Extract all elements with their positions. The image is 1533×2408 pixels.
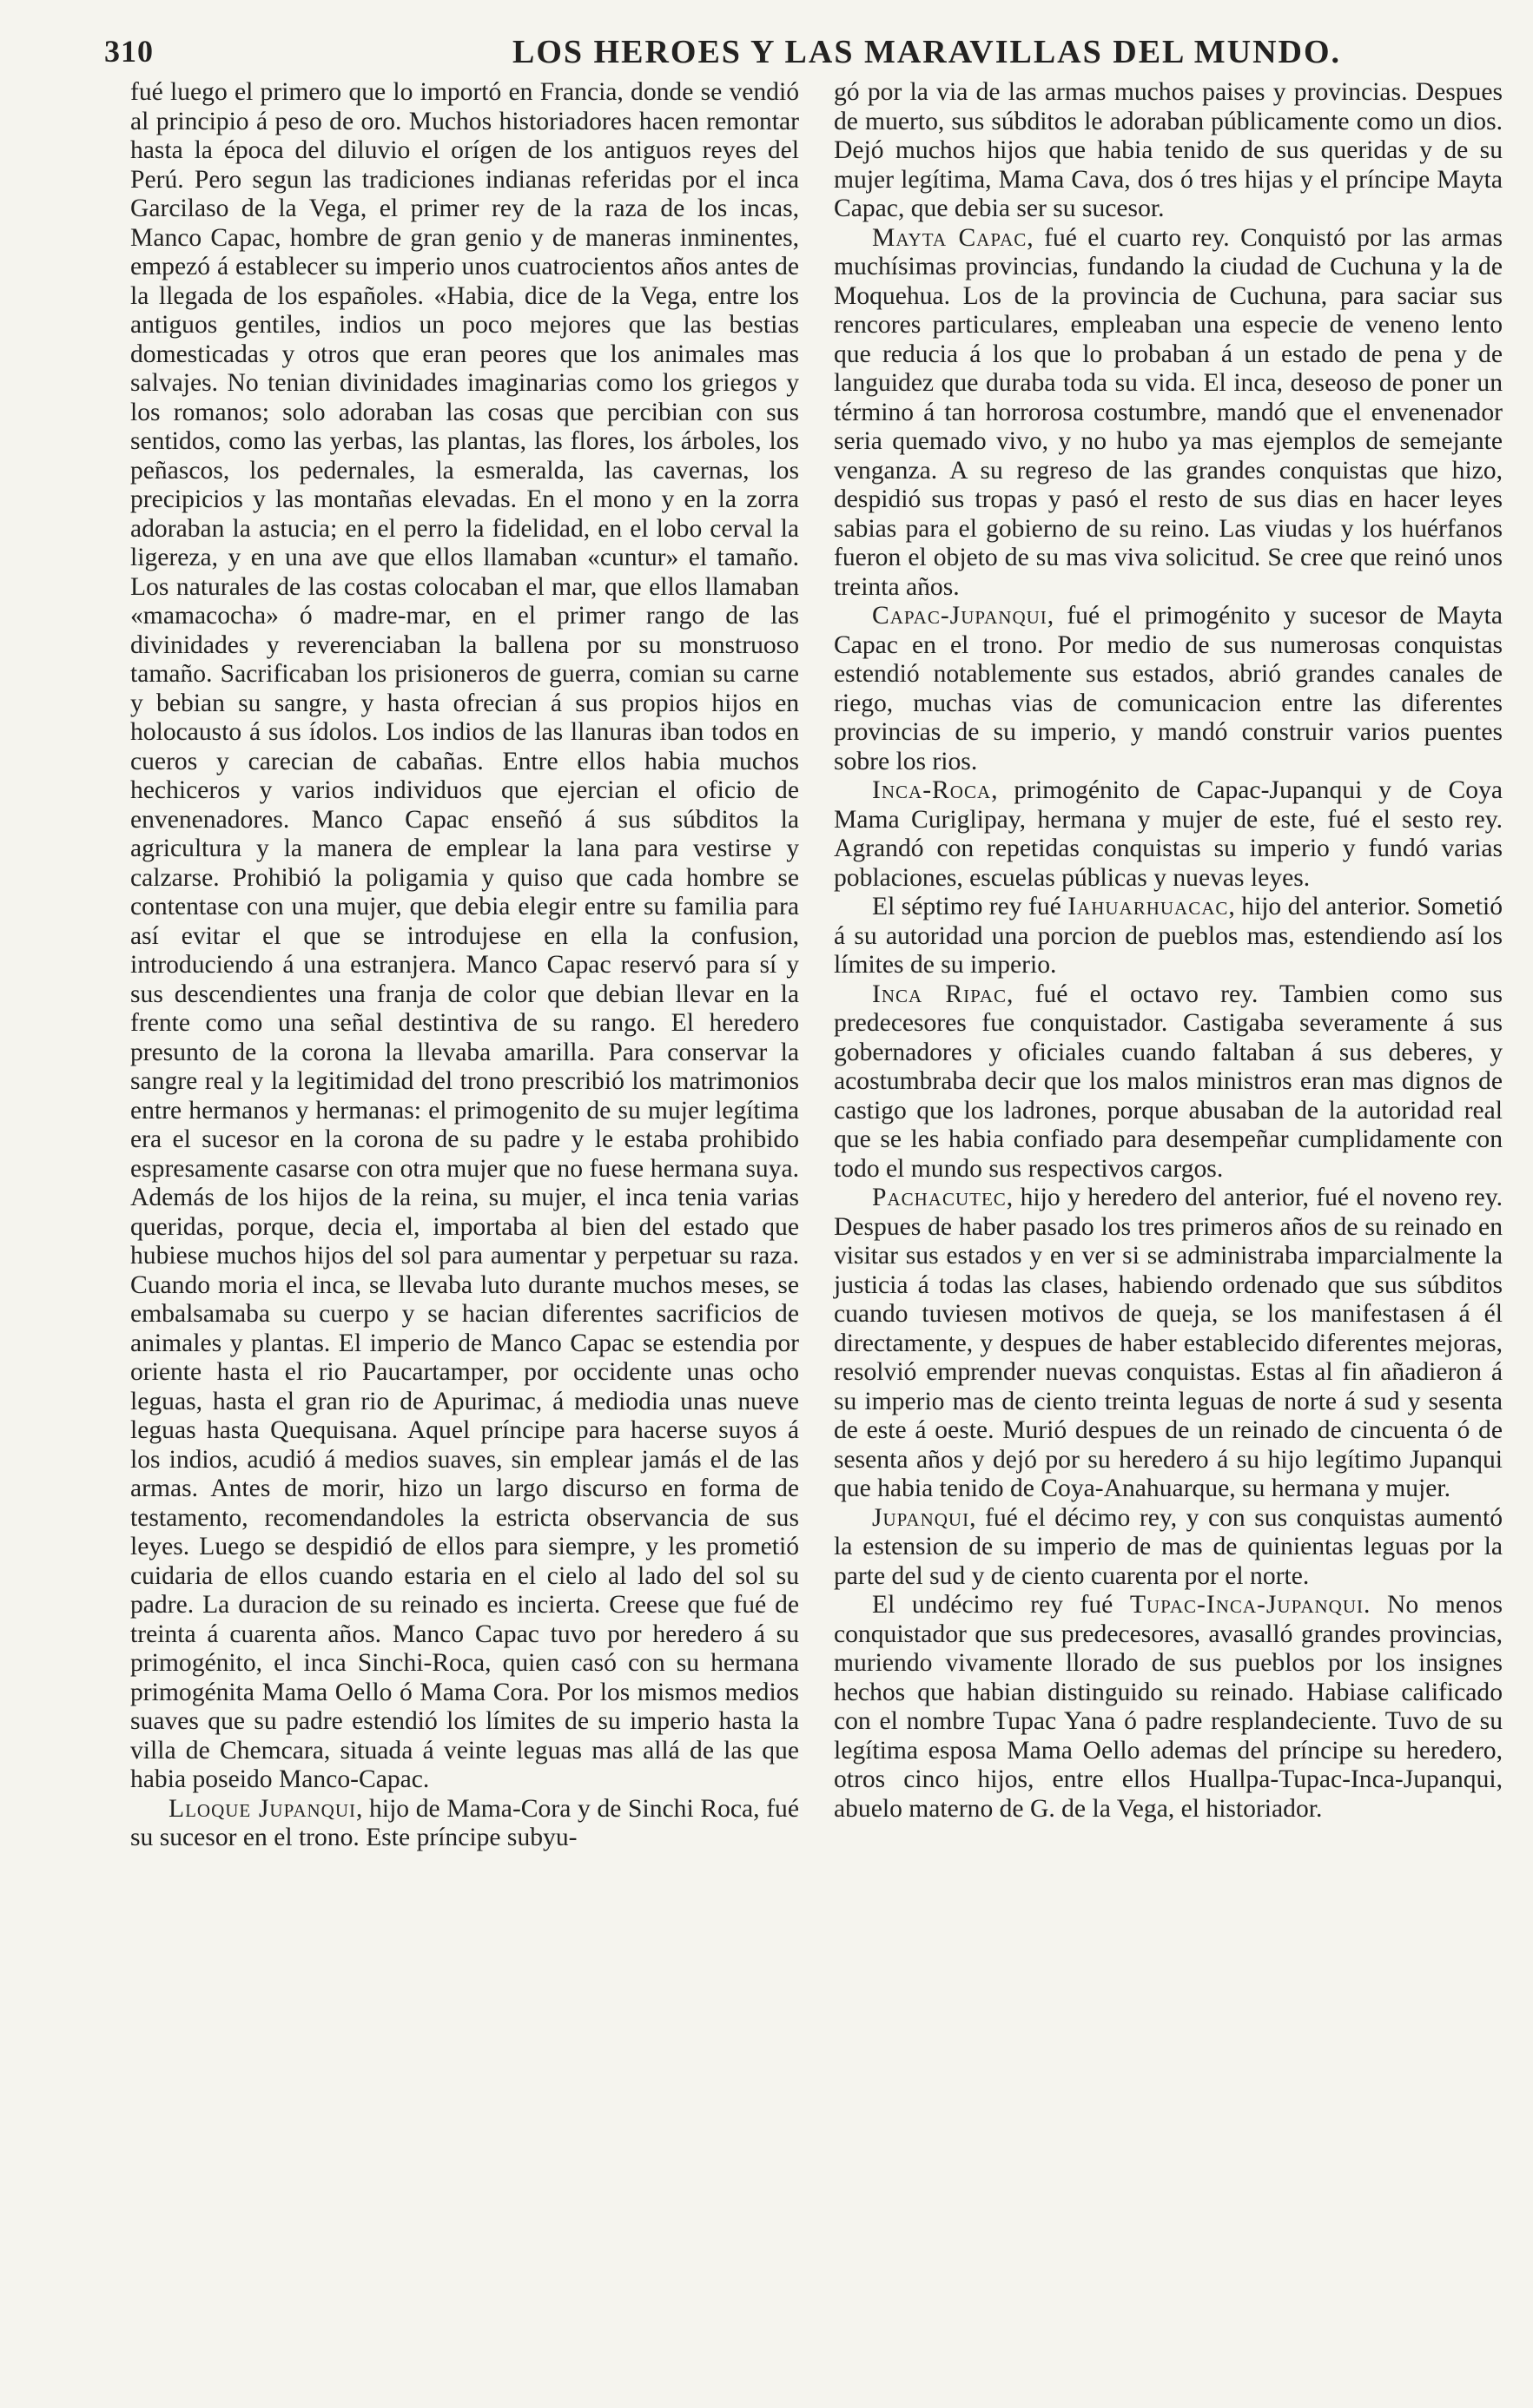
paragraph-text: , hijo del anterior. Sometió á su autoridad una porcion de pueblos mas, estendiendo así los límites de su imperio. — [834, 893, 1503, 979]
paragraph-text: , fué el octavo rey. Tambien como sus predecesores fue conquistador. Castigaba severamente á sus gobernadores y oficiales cuando faltaban á sus deberes, y acostumbraba decir que los malos ministros eran mas dignos de castigo que los ladrones, porque abusaban de la autoridad real que se les habia confiado para desempeñar cumplidamente con todo el mundo sus respectivos cargos. — [834, 980, 1503, 1183]
paragraph-text: , fué el primogénito y sucesor de Mayta Capac en el trono. Por medio de sus numerosas conquistas estendió notablemente sus estados, abrió grandes canales de riego, muchas vias de comunicacion entre las diferentes provincias de su imperio, y mandó construir varios puentes sobre los rios. — [834, 602, 1503, 775]
king-name: Lloque Jupanqui — [168, 1794, 356, 1823]
left-column — [130, 78, 799, 2388]
paragraph-inca-roca — [834, 776, 1503, 893]
paragraph-jupanqui — [834, 1504, 1503, 1592]
king-name: Pachacutec — [872, 1184, 1007, 1211]
paragraph-manco-capac: fué luego el primero que lo importó en Francia, donde se vendió al principio á peso de oro. Muchos historiadores hacen remontar hasta la época del diluvio el orígen de los antiguos reyes del Perú. Pero segun las tradiciones indianas referidas por el inca Garcilaso de la Vega, el primer rey de la raza de los incas, Manco Capac, hombre de gran genio y de maneras inminentes, empezó á establecer su imperio unos cuatrocientos años antes de la llegada de los españoles. «Habia, dice de la Vega, entre los antiguos gentiles, indios un poco mejores que las bestias domesticadas y otros que eran peores que los animales mas salvajes. No tenian divinidades imaginarias como los griegos y los romanos; solo adoraban las cosas que percibian con sus sentidos, como las yerbas, las plantas, las flores, los árboles, los peñascos, los pedernales, la esmeralda, las cavernas, los precipicios y las montañas elevadas. En el mono y en la zorra adoraban la astucia; en el perro la fidelidad, en el lobo cerval la ligereza, y en una ave que ellos llamaban «cuntur» el tamaño. Los naturales de las costas colocaban el mar, que ellos llamaban «mamacocha» ó madre-mar, en el primer rango de las divinidades y reverenciaban la ballena por su monstruoso tamaño. Sacrificaban los prisioneros de guerra, comian su carne y bebian su sangre, y hasta ofrecian á sus propios hijos en holocausto á sus ídolos. Los indios de las llanuras iban todos en cueros y carecian de cabañas. Entre ellos habia muchos hechiceros y varios individuos que ejercian el oficio de envenenadores. Manco Capac enseñó á sus súbditos la agricultura y la manera de emplear la lana para vestirse y calzarse. Prohibió la poligamia y quiso que cada hombre se contentase con una mujer, que debia elegir entre su familia para así evitar el que se introdujese en ella la confusion, introduciendo á una estranjera. Manco Capac reservó para sí y sus descendientes una franja de color que debian llevar en la frente como una señal destintiva de su rango. El heredero presunto de la corona la llevaba amarilla. Para conservar la sangre real y la legitimidad del trono prescribió los matrimonios entre hermanos y hermanas: el primogenito de su mujer legítima era el sucesor en la corona de su padre y le estaba prohibido espresamente casarse con otra mujer que no fuese hermana suya. Además de los hijos de la reina, su mujer, el inca tenia varias queridas, porque, decia el, importaba al bien del estado que hubiese muchos hijos del sol para aumentar y perpetuar su raza. Cuando moria el inca, se llevaba luto durante muchos meses, se embalsamaba su cuerpo y se hacian diferentes sacrificios de animales y plantas. El imperio de Manco Capac se estendia por oriente hasta el rio Paucartamper, por occidente unas ocho leguas, hasta el gran rio de Apurimac, á mediodia unas nueve leguas hasta Quequisana. Aquel príncipe para hacerse suyos á los indios, acudió á medios suaves, sin emplear jamás el de las armas. Antes de morir, hizo un largo discurso en forma de testamento, recomendandoles la estricta observancia de sus leyes. Luego se despidió de ellos para siempre, y les prometió cuidaria de ellos cuando estaria en el cielo al lado del sol su padre. La duracion de su reinado es incierta. Creese que fué de treinta á cuarenta años. Manco Capac tuvo por heredero á su primogénito, el inca Sinchi-Roca, quien casó con su hermana primogénita Mama Oello ó Mama Cora. Por los mismos medios suaves que su padre estendió los límites de su imperio hasta la villa de Chemcara, situada á veinte leguas mas allá de las que habia poseido Manco-Capac. — [130, 78, 799, 1793]
king-name: Inca-Roca — [872, 776, 992, 804]
paragraph-text: . No menos conquistador que sus predecesores, avasalló grandes provincias, muriendo vivamente llorado de sus pueblos por los insignes hechos que habian distinguido su reinado. Habiase calificado con el nombre Tupac Yana ó padre resplandeciente. Tuvo de su legítima esposa Mama Oello ademas del príncipe su heredero, otros cinco hijos, entre ellos Huallpa-Tupac-Inca-Jupanqui, abuelo materno de G. de la Vega, el historiador. — [834, 1591, 1503, 1823]
paragraph-text: , hijo de Mama-Cora y de Sinchi Roca, fué su sucesor en el trono. Este príncipe subyu- — [130, 1794, 799, 1851]
king-name: Tupac-Inca-Jupanqui — [1129, 1591, 1365, 1619]
paragraph-text: , fué el cuarto rey. Conquistó por las armas muchísimas provincias, fundando la ciudad de Cuchuna y la de Moquehua. Los de la provincia de Cuchuna, para saciar sus rencores particulares, empleaban una especie de veneno lento que reducia á los que lo probaban á un estado de pena y de languidez que duraba toda su vida. El inca, deseoso de poner un término á tan horrorosa costumbre, mandó que el envenenador seria quemado vivo, y no hubo ya mas ejemplos de semejante venganza. A su regreso de las grandes conquistas que hizo, despidió sus tropas y pasó el resto de sus dias en hacer leyes sabias para el gobierno de su reino. Las viudas y los huérfanos fueron el objeto de su mas viva solicitud. Se cree que reinó unos treinta años. — [834, 223, 1503, 601]
paragraph-mayta-capac — [834, 224, 1503, 603]
paragraph-lloque-jupanqui — [130, 1795, 799, 1853]
paragraph-text: , fué el décimo rey, y con sus conquistas aumentó la estension de su imperio de mas de quinientas leguas por la parte del sud y de ciento cuarenta por el norte. — [834, 1503, 1503, 1590]
paragraph-tupac-inca-jupanqui — [834, 1591, 1503, 1824]
paragraph-text: , hijo y heredero del anterior, fué el noveno rey. Despues de haber pasado los tres primeros años de su reinado en visitar sus estados y en ver si se administraba imparcialmente la justicia á todas las clases, habiendo ordenado que sus súbditos cuando tuviesen motivos de queja, se los manifestasen á él directamente, y despues de haber establecido diferentes mejoras, resolvió emprender nuevas conquistas. Estas al fin añadieron á su imperio mas de ciento treinta leguas de norte á sud y sesenta de este á oeste. Murió despues de un reinado de cincuenta ó de sesenta años y dejó por su heredero á su hijo legítimo Jupanqui que habia tenido de Coya-Anahuarque, su hermana y mujer. — [834, 1184, 1503, 1502]
paragraph-pachacutec — [834, 1184, 1503, 1504]
paragraph-text: El undécimo rey fué — [872, 1591, 1130, 1619]
king-name: Capac-Jupanqui — [872, 602, 1047, 630]
paragraph-inca-ripac — [834, 980, 1503, 1184]
paragraph-text: El séptimo rey fué — [872, 893, 1068, 920]
paragraph-capac-jupanqui — [834, 602, 1503, 776]
paragraph-iahuarhuacac — [834, 893, 1503, 980]
paragraph-continuation: gó por la via de las armas muchos paises y provincias. Despues de muerto, sus súbditos le adoraban públicamente como un dios. Dejó muchos hijos que habia tenido de sus queridas y de su mujer legítima, Mama Cava, dos ó tres hijas y el príncipe Mayta Capac, que debia ser su sucesor. — [834, 78, 1503, 222]
king-name: Inca Ripac — [872, 980, 1008, 1008]
king-name: Mayta Capac — [872, 223, 1028, 252]
page-number: 310 — [104, 34, 154, 69]
page-header — [104, 24, 1503, 76]
right-column — [834, 78, 1503, 2388]
king-name: Iahuarhuacac — [1067, 893, 1229, 920]
paragraph-text: , primogénito de Capac-Jupanqui y de Coya Mama Curiglipay, hermana y mujer de este, fué el sesto rey. Agrandó con repetidas conquistas su imperio y fundó varias poblaciones, escuelas públicas y nuevas leyes. — [834, 776, 1503, 892]
king-name: Jupanqui — [872, 1503, 970, 1532]
running-title: LOS HEROES Y LAS MARAVILLAS DEL MUNDO. — [512, 34, 1342, 70]
